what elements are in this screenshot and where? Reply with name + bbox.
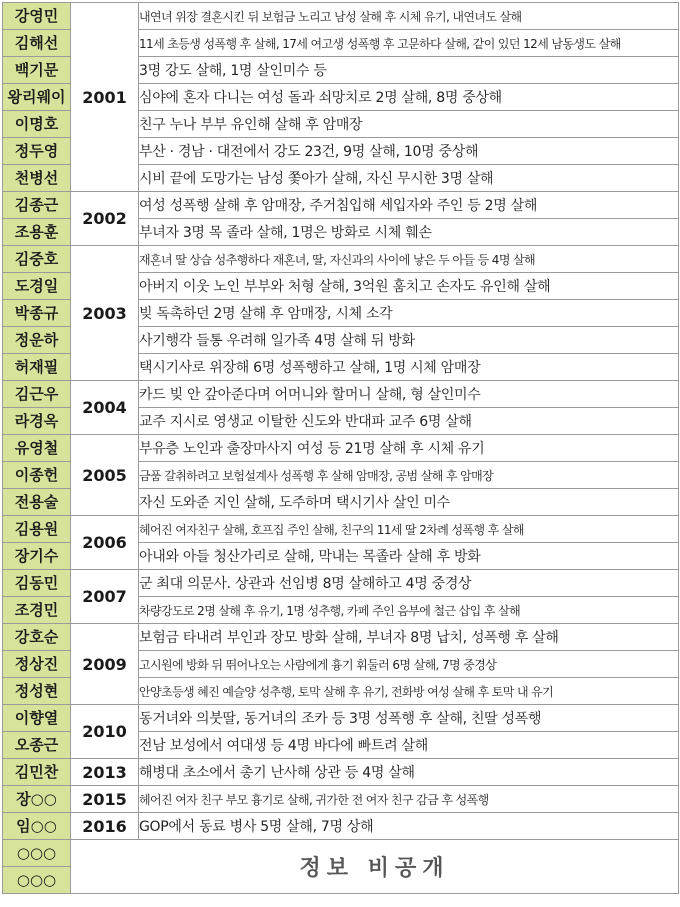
table-row — [3, 705, 679, 732]
offender-name: 김중호 — [3, 246, 71, 273]
offender-name: 오종근 — [3, 732, 71, 759]
table-row — [3, 381, 679, 408]
crime-description: 11세 초등생 성폭행 후 살해, 17세 여고생 성폭행 후 고문하다 살해, 같이 있던 12세 남동생도 살해 — [139, 30, 679, 57]
crime-description: 사기행각 들통 우려해 일가족 4명 살해 뒤 방화 — [139, 327, 679, 354]
crime-description: 여성 성폭행 살해 후 암매장, 주거침입해 세입자와 주인 등 2명 살해 — [139, 192, 679, 219]
offender-name: 장기수 — [3, 543, 71, 570]
offender-name: 임○○ — [3, 813, 71, 840]
crime-description: GOP에서 동료 병사 5명 살해, 7명 상해 — [139, 813, 679, 840]
offender-name: 백기문 — [3, 57, 71, 84]
offender-name: 정두영 — [3, 138, 71, 165]
offender-name: 천병선 — [3, 165, 71, 192]
crime-description: 안양초등생 혜진 예슬양 성추행, 토막 살해 후 유기, 전화방 여성 살해 후 토막 내 유기 — [139, 678, 679, 705]
offender-name: 김민찬 — [3, 759, 71, 786]
crime-description: 전남 보성에서 여대생 등 4명 바다에 빠트려 살해 — [139, 732, 679, 759]
table-row — [3, 786, 679, 813]
year-cell: 2005 — [71, 435, 139, 516]
crime-description: 부녀자 3명 목 졸라 살해, 1명은 방화로 시체 훼손 — [139, 219, 679, 246]
crime-description: 내연녀 위장 결혼시킨 뒤 보험금 노리고 남성 살해 후 시체 유기, 내연녀도 살해 — [139, 3, 679, 30]
table-row — [3, 759, 679, 786]
crime-description: 부산 · 경남 · 대전에서 강도 23건, 9명 살해, 10명 중상해 — [139, 138, 679, 165]
year-cell: 2009 — [71, 624, 139, 705]
crime-description: 아버지 이웃 노인 부부와 처형 살해, 3억원 훔치고 손자도 유인해 살해 — [139, 273, 679, 300]
offender-name: 김동민 — [3, 570, 71, 597]
crime-description: 부유층 노인과 출장마사지 여성 등 21명 살해 후 시체 유기 — [139, 435, 679, 462]
table-row — [3, 813, 679, 840]
year-cell: 2015 — [71, 786, 139, 813]
offender-name: 강호순 — [3, 624, 71, 651]
offender-name: 강영민 — [3, 3, 71, 30]
crime-description: 교주 지시로 영생교 이탈한 신도와 반대파 교주 6명 살해 — [139, 408, 679, 435]
table-row — [3, 435, 679, 462]
offender-table-container — [2, 2, 678, 894]
table-row — [3, 192, 679, 219]
crime-description: 차량강도로 2명 살해 후 유기, 1명 성추행, 카페 주인 음부에 철근 삽입 후 살해 — [139, 597, 679, 624]
year-cell: 2002 — [71, 192, 139, 246]
year-cell: 2003 — [71, 246, 139, 381]
crime-description: 자신 도와준 지인 살해, 도주하며 택시기사 살인 미수 — [139, 489, 679, 516]
crime-description: 금품 갈취하려고 보험설계사 성폭행 후 살해 암매장, 공범 살해 후 암매장 — [139, 462, 679, 489]
offender-name: 정성현 — [3, 678, 71, 705]
offender-name: 박종규 — [3, 300, 71, 327]
crime-description: 보험금 타내려 부인과 장모 방화 살해, 부녀자 8명 납치, 성폭행 후 살해 — [139, 624, 679, 651]
table-row — [3, 246, 679, 273]
year-cell: 2007 — [71, 570, 139, 624]
offender-name: 김종근 — [3, 192, 71, 219]
undisclosed-label: 정보 비공개 — [71, 840, 679, 894]
crime-description: 시비 끝에 도망가는 남성 쫓아가 살해, 자신 무시한 3명 살해 — [139, 165, 679, 192]
offender-name: 조경민 — [3, 597, 71, 624]
crime-description: 헤어진 여자친구 살해, 호프집 주인 살해, 친구의 11세 딸 2차례 성폭행 후 살해 — [139, 516, 679, 543]
crime-description: 헤어진 여자 친구 부모 흉기로 살해, 귀가한 전 여자 친구 감금 후 성폭행 — [139, 786, 679, 813]
offender-name: 김해선 — [3, 30, 71, 57]
offender-name: 라경옥 — [3, 408, 71, 435]
crime-description: 친구 누나 부부 유인해 살해 후 암매장 — [139, 111, 679, 138]
crime-description: 재혼녀 딸 상습 성추행하다 재혼녀, 딸, 자신과의 사이에 낳은 두 아들 등 4명 살해 — [139, 246, 679, 273]
table-row — [3, 570, 679, 597]
crime-description: 고시원에 방화 뒤 뛰어나오는 사람에게 흉기 휘둘러 6명 살해, 7명 중경상 — [139, 651, 679, 678]
offender-name: 유영철 — [3, 435, 71, 462]
offender-name: 허재필 — [3, 354, 71, 381]
table-row — [3, 3, 679, 30]
crime-description: 택시기사로 위장해 6명 성폭행하고 살해, 1명 시체 암매장 — [139, 354, 679, 381]
crime-description: 카드 빚 안 갚아준다며 어머니와 할머니 살해, 형 살인미수 — [139, 381, 679, 408]
crime-description: 3명 강도 살해, 1명 살인미수 등 — [139, 57, 679, 84]
year-cell: 2004 — [71, 381, 139, 435]
offender-name: 이종헌 — [3, 462, 71, 489]
offender-name: 도경일 — [3, 273, 71, 300]
offender-name: 김근우 — [3, 381, 71, 408]
year-cell: 2013 — [71, 759, 139, 786]
offender-name: 이향열 — [3, 705, 71, 732]
offender-table — [2, 2, 679, 894]
year-cell: 2010 — [71, 705, 139, 759]
table-row — [3, 516, 679, 543]
offender-name: 장○○ — [3, 786, 71, 813]
offender-name: 정운하 — [3, 327, 71, 354]
crime-description: 아내와 아들 청산가리로 살해, 막내는 목졸라 살해 후 방화 — [139, 543, 679, 570]
crime-description: 군 최대 의문사. 상관과 선임병 8명 살해하고 4명 중경상 — [139, 570, 679, 597]
table-row — [3, 624, 679, 651]
offender-name: 조용훈 — [3, 219, 71, 246]
offender-name: 김용원 — [3, 516, 71, 543]
offender-name: ○○○ — [3, 840, 71, 867]
offender-name: 정상진 — [3, 651, 71, 678]
crime-description: 심야에 혼자 다니는 여성 돌과 쇠망치로 2명 살해, 8명 중상해 — [139, 84, 679, 111]
year-cell: 2006 — [71, 516, 139, 570]
year-cell: 2016 — [71, 813, 139, 840]
crime-description: 동거녀와 의붓딸, 동거녀의 조카 등 3명 성폭행 후 살해, 친딸 성폭행 — [139, 705, 679, 732]
year-cell: 2001 — [71, 3, 139, 192]
offender-name: 이명호 — [3, 111, 71, 138]
offender-name: 왕리웨이 — [3, 84, 71, 111]
crime-description: 해병대 초소에서 총기 난사해 상관 등 4명 살해 — [139, 759, 679, 786]
offender-name: ○○○ — [3, 867, 71, 894]
crime-description: 빚 독촉하던 2명 살해 후 암매장, 시체 소각 — [139, 300, 679, 327]
offender-name: 전용술 — [3, 489, 71, 516]
table-row — [3, 840, 679, 867]
